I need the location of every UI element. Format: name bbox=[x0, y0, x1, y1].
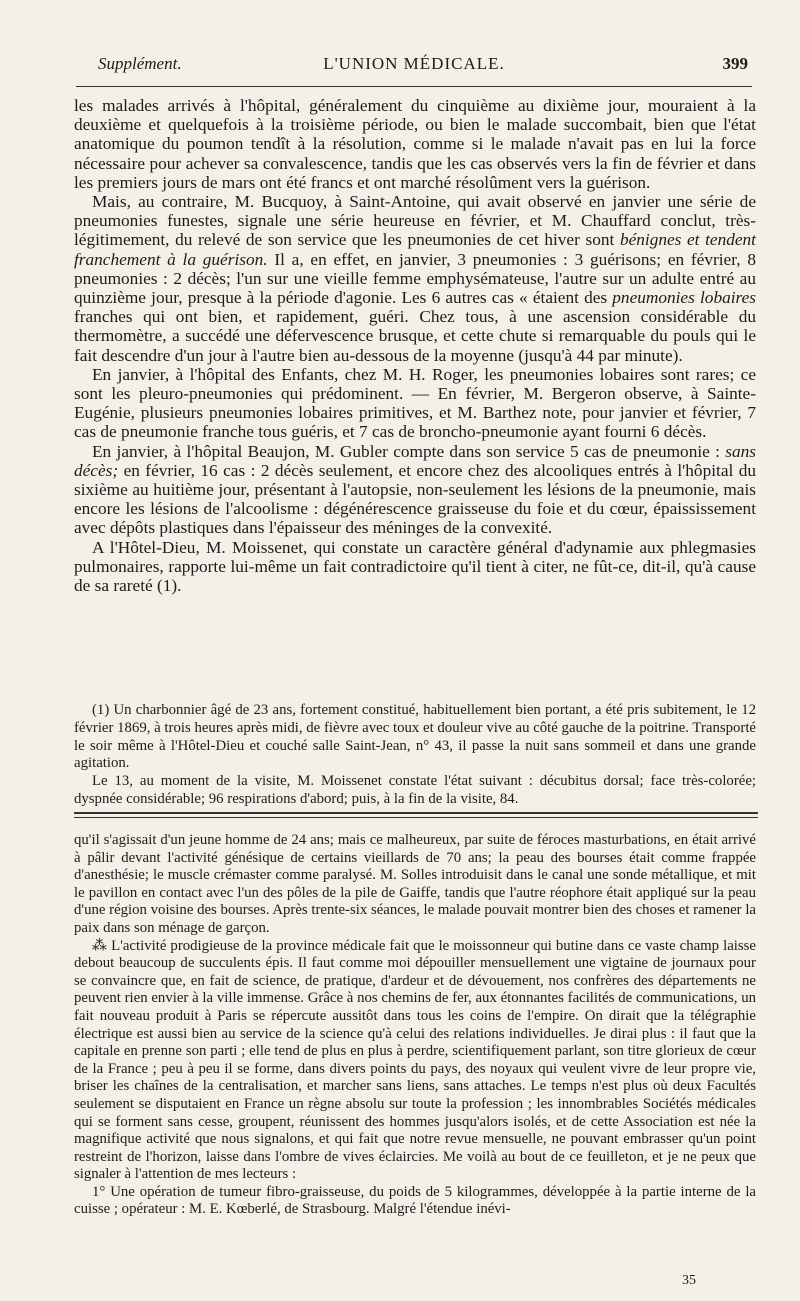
paragraph: En janvier, à l'hôpital Beaujon, M. Gubler compte dans son service 5 cas de pneumonie : sans décès; en février, 16 cas : 2 décès seulement, et encore chez des alcooliques entrés à l'hôpital du sixième au huitième jour, présentant à l'autopsie, non-seulement les lésions de la pneumonie, mais encore les lésions de l'alcoolisme : dégénérescence graisseuse du foie et du cœur, épaississement avec dépôts plastiques dans l'épaisseur des méninges de la convexité. bbox=[74, 441, 756, 538]
paragraph: A l'Hôtel-Dieu, M. Moissenet, qui constate un caractère général d'adynamie aux phlegmasies pulmonaires, rapporte lui-même un fait contradictoire qu'il tient à citer, ne fût-ce, dit-il, qu'à cause de sa rareté (1). bbox=[74, 537, 756, 596]
feuilleton-paragraph: ⁂ L'activité prodigieuse de la province médicale fait que le moissonneur qui butine dans ce vaste champ laisse debout beaucoup de succulents épis. Il faut comme moi dépouiller mensuellement une vigtaine de journaux pour se convaincre que, en fait de science, de pratique, d'ardeur et de dévouement, nos confrères des départements ne peuvent rien envier à la ville immense. Grâce à nos chemins de fer, aux étonnantes facilités de communications, un fait nouveau produit à Paris se répercute aussitôt dans tous les coins de l'empire. On dirait que la télégraphie électrique est aussi bien au service de la science qu'à celui des relations individuelles. Je dirai plus : il faut que la capitale en prenne son parti ; elle tend de plus en plus à perdre, scientifiquement parlant, son titre glorieux de cœur de la France ; peu à peu il se forme, dans divers points du pays, des noyaux qui veulent vivre de leur propre vie, briser les chaînes de la centralisation, et marcher sans liens, sans attaches. Le temps n'est plus où deux Facultés seulement se disputaient en France un règne absolu sur toute la profession ; les innombrables Sociétés médicales qui se forment sans cesse, groupent, réunissent des hommes jusqu'alors isolés, et de cette Association est née la magnifique activité que nous signalons, et qui fait que notre revue mensuelle, ne pouvant embrasser qu'un point restreint de l'horizon, laisse dans l'ombre de vives éclaircies. Me voilà au bout de ce feuilleton, et je ne peux que signaler à l'attention de mes lecteurs : bbox=[74, 937, 756, 1183]
paragraph: Mais, au contraire, M. Bucquoy, à Saint-Antoine, qui avait observé en janvier une série de pneumonies funestes, signale une série heureuse en février, et M. Chauffard conclut, très-légitimement, du relevé de son service que les pneumonies de cet hiver sont bénignes et tendent franchement à la guérison. Il a, en effet, en janvier, 3 pneumonies : 3 guérisons; en février, 8 pneumonies : 2 décès; l'un sur une vieille femme emphysémateuse, l'autre sur un adulte entré au quinzième jour, presque à la période d'agonie. Les 6 autres cas « étaient des pneumonies lobaires franches qui ont bien, et rapidement, guéri. Chez tous, à une ascension considérable du thermomètre, a succédé une défervescence brusque, et cette chute si remarquable du pouls qui le fait descendre d'un jour à l'autre bien au-dessous de la moyenne (jusqu'à 44 par minute). bbox=[74, 192, 757, 365]
footnote-paragraph: Le 13, au moment de la visite, M. Moissenet constate l'état suivant : décubitus dorsal; face très-colorée; dyspnée considérable; 96 respirations d'abord; puis, à la fin de la visite, 84. bbox=[74, 773, 756, 807]
main-article-text bbox=[74, 96, 756, 595]
paragraph: les malades arrivés à l'hôpital, généralement du cinquième au dixième jour, mouraient à la deuxième et quelquefois à la troisième période, ou bien le malade succombait, bien que l'état anatomique du poumon tendît à la résolution, comme si le malade n'avait pas en lui la force nécessaire pour achever sa convalescence, tandis que les cas observés vers la fin de février et dans les premiers jours de mars ont été francs et ont marché résolûment vers la guérison. bbox=[74, 96, 756, 192]
paragraph: En janvier, à l'hôpital des Enfants, chez M. H. Roger, les pneumonies lobaires sont rares; ce sont les pleuro-pneumonies qui prédominent. — En février, M. Bergeron observe, à Sainte-Eugénie, plusieurs pneumonies lobaires primitives, et M. Barthez note, pour janvier et février, 7 cas de pneumonie franche tous guéris, et 7 cas de broncho-pneumonie ayant fourni 6 décès. bbox=[74, 364, 756, 442]
journal-title: L'UNION MÉDICALE. bbox=[323, 54, 505, 73]
feuilleton-paragraph: 1° Une opération de tumeur fibro-graisseuse, du poids de 5 kilogrammes, développée à la partie interne de la cuisse ; opérateur : M. E. Kœberlé, de Strasbourg. Malgré l'étendue inévi- bbox=[74, 1183, 756, 1218]
feuilleton-paragraph: qu'il s'agissait d'un jeune homme de 24 ans; mais ce malheureux, par suite de féroces masturbations, en était arrivé à pâlir devant l'activité génésique de certains vieillards de 70 ans; la peau des bourses était comme frappée d'anesthésie; le muscle crémaster comme paralysé. M. Solles introduisit dans le canal une sonde métallique, et mit le pavillon en contact avec l'un des pôles de la pile de Gaiffe, tandis que l'autre réophore était appliqué sur la peau d'une région voisine des bourses. Après trente-six séances, le malade pouvait montrer bien des choses et ramener la paix dans son ménage de garçon. bbox=[74, 832, 756, 936]
feuilleton-separator bbox=[74, 812, 758, 818]
footnote bbox=[74, 702, 756, 809]
feuilleton-text bbox=[74, 832, 756, 1219]
signature-number: 35 bbox=[682, 1273, 696, 1288]
running-header bbox=[76, 46, 752, 87]
footnote-paragraph: (1) Un charbonnier âgé de 23 ans, fortement constitué, habituellement bien portant, a été pris subitement, le 12 février 1869, à trois heures après midi, de fièvre avec toux et douleur vive au côté gauche de la poitrine. Transporté le soir même à l'Hôtel-Dieu et couché salle Saint-Jean, n° 43, il passe la nuit sans sommeil et dans une grande agitation. bbox=[74, 702, 756, 772]
page-number: 399 bbox=[722, 54, 748, 73]
header-section-label: Supplément. bbox=[98, 54, 182, 73]
